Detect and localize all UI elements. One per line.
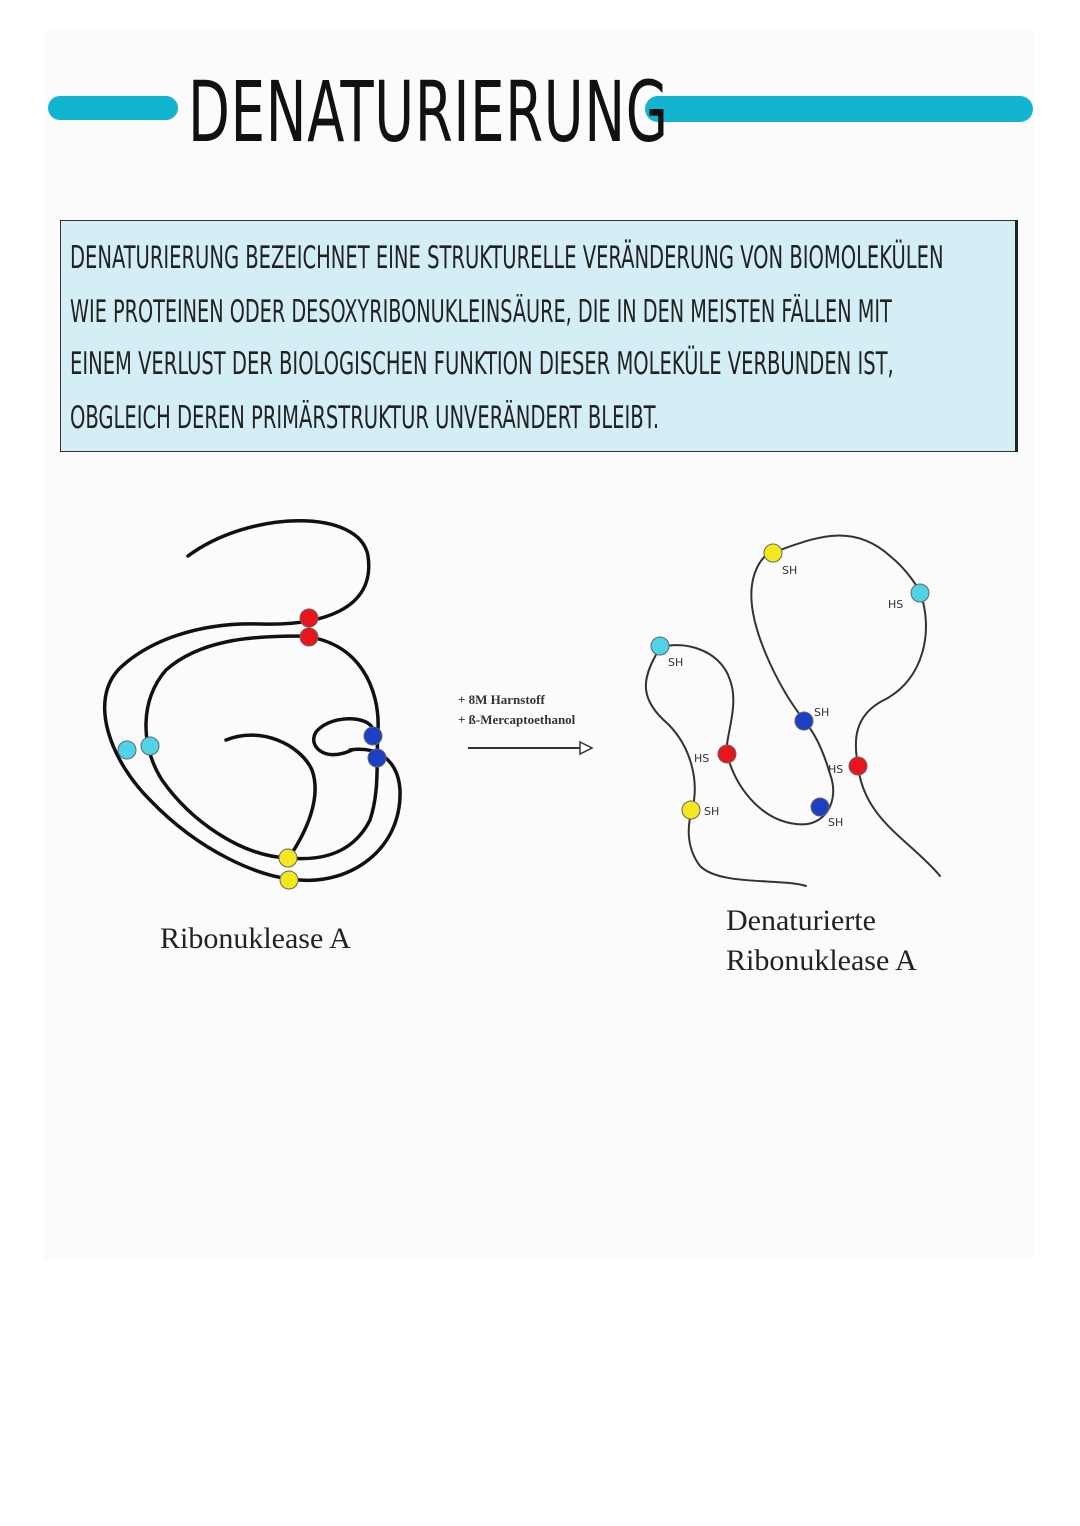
thiol-yellow-bottom <box>682 801 700 819</box>
denatured-chain-segment-4 <box>856 592 940 876</box>
sh-label-1: SH <box>668 656 684 669</box>
native-protein-chain <box>105 521 400 881</box>
cysteine-red-b <box>300 628 318 646</box>
sh-label-3: SH <box>814 706 830 719</box>
sh-label-5: SH <box>828 816 844 829</box>
thiol-yellow-top <box>764 544 782 562</box>
denatured-chain-segment-1 <box>646 648 806 886</box>
reagent-label-2: + ß-Mercaptoethanol <box>458 712 576 727</box>
native-chain-inner <box>146 636 378 859</box>
cysteine-cyan-b <box>141 737 159 755</box>
reagent-label-1: + 8M Harnstoff <box>458 692 545 707</box>
hs-label-2: HS <box>694 752 710 765</box>
sh-label-4: SH <box>704 805 720 818</box>
reaction-arrow <box>468 742 592 754</box>
definition-line-4: OBGLEICH DEREN PRIMÄRSTRUKTUR UNVERÄNDERT BLEIBT. <box>70 400 660 436</box>
cysteine-blue-b <box>368 749 386 767</box>
denatured-protein-label-line2: Ribonuklease A <box>726 944 917 977</box>
sh-label-2: SH <box>782 564 798 577</box>
hs-label-1: HS <box>888 598 904 611</box>
thiol-cyan-left <box>651 637 669 655</box>
cysteine-red-a <box>300 609 318 627</box>
thiol-group-labels <box>668 564 903 829</box>
thiol-red-right <box>849 757 867 775</box>
definition-line-1: DENATURIERUNG BEZEICHNET EINE STRUKTURELLE VERÄNDERUNG VON BIOMOLEKÜLEN <box>70 240 944 276</box>
hs-label-3: HS <box>828 763 844 776</box>
denatured-thiol-markers <box>651 544 929 819</box>
thiol-cyan-right <box>911 584 929 602</box>
denatured-protein-label-line1: Denaturierte <box>726 904 876 937</box>
native-protein-label: Ribonuklease A <box>160 922 351 955</box>
thiol-blue-bottom <box>811 798 829 816</box>
cysteine-cyan-a <box>118 741 136 759</box>
cysteine-yellow-b <box>280 871 298 889</box>
denatured-chain-segment-2 <box>660 552 833 824</box>
page-title: DENATURIERUNG <box>188 63 669 161</box>
native-chain-core <box>226 735 315 856</box>
definition-line-3: EINEM VERLUST DER BIOLOGISCHEN FUNKTION DIESER MOLEKÜLE VERBUNDEN IST, <box>70 346 894 382</box>
denatured-protein-chain <box>646 536 940 886</box>
cysteine-yellow-a <box>279 849 297 867</box>
definition-line-2: WIE PROTEINEN ODER DESOXYRIBONUKLEINSÄURE, DIE IN DEN MEISTEN FÄLLEN MIT <box>70 294 892 330</box>
thiol-red-left <box>718 745 736 763</box>
cysteine-blue-a <box>364 727 382 745</box>
thiol-blue-top <box>795 712 813 730</box>
